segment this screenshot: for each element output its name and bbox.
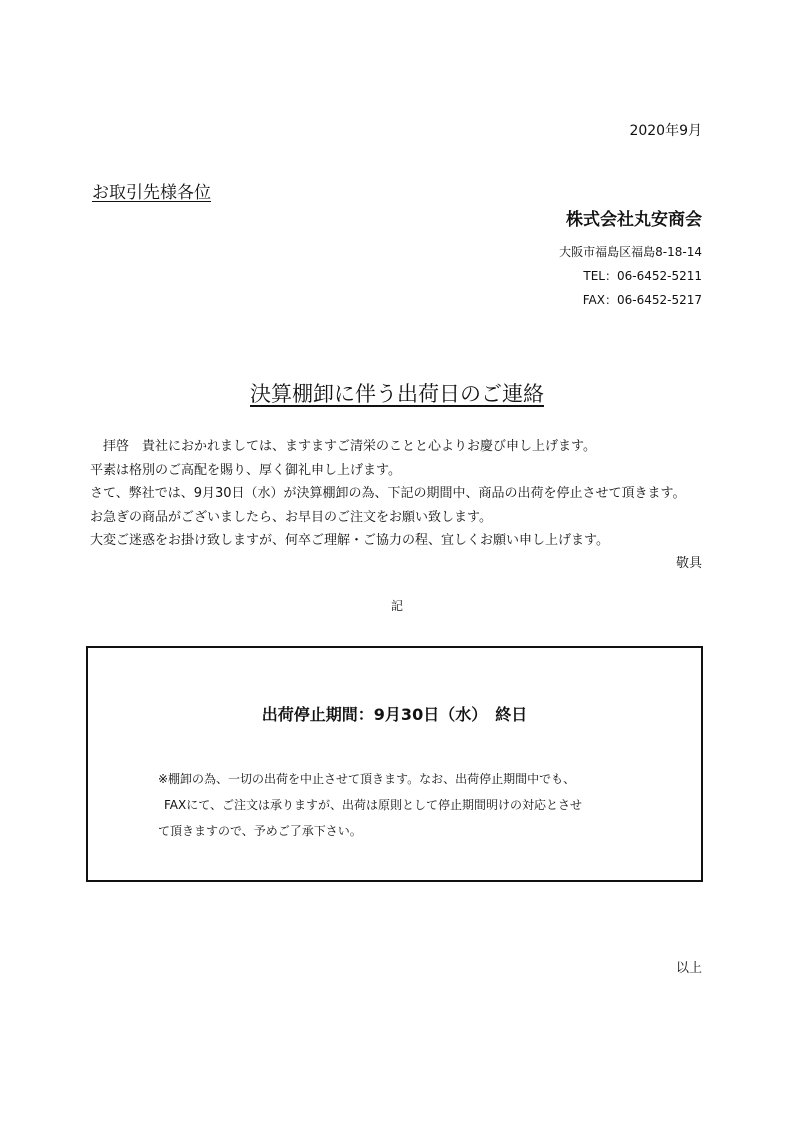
end-marker: 以上 — [675, 961, 702, 976]
note-line: て頂きますので、予めご了承下さい。 — [158, 824, 362, 838]
sender-tel: TEL：06-6452-5211 — [583, 269, 702, 283]
stop-period: 出荷停止期間：9月30日（水） 終日 — [261, 705, 528, 724]
body-line: さて、弊社では、9月30日（水）が決算棚卸の為、下記の期間中、商品の出荷を停止させて頂きます。 — [90, 486, 686, 501]
note-line: FAXにて、ご注文は承りますが、出荷は原則として停止期間明けの対応とさせ — [164, 798, 582, 812]
sender-address: 大阪市福島区福島8-18-14 — [559, 245, 702, 259]
body-line: 拝啓 貴社におかれましては、ますますご清栄のことと心よりお慶び申し上げます。 — [90, 439, 596, 454]
sender-fax: FAX：06-6452-5217 — [582, 293, 702, 307]
sender-block — [559, 205, 702, 312]
ki-marker: 記 — [390, 599, 403, 613]
notice-box — [86, 646, 703, 882]
closing-word: 敬具 — [675, 556, 702, 571]
document-title: 決算棚卸に伴う出荷日のご連絡 — [250, 382, 544, 406]
note-line: ※棚卸の為、一切の出荷を中止させて頂きます。なお、出荷停止期間中でも、 — [158, 772, 576, 786]
body-line: 平素は格別のご高配を賜り、厚く御礼申し上げます。 — [90, 462, 401, 478]
sender-company: 株式会社丸安商会 — [566, 210, 702, 230]
body-line: お急ぎの商品がございましたら、お早目のご注文をお願い致します。 — [90, 509, 492, 525]
notice-note — [158, 766, 582, 844]
body-paragraph — [90, 435, 686, 553]
body-line: 大変ご迷惑をお掛け致しますが、何卒ご理解・ご協力の程、宜しくお願い申し上げます。 — [90, 533, 609, 548]
document-date: 2020年9月 — [629, 123, 702, 139]
recipient-line: お取引先様各位 — [92, 183, 211, 203]
